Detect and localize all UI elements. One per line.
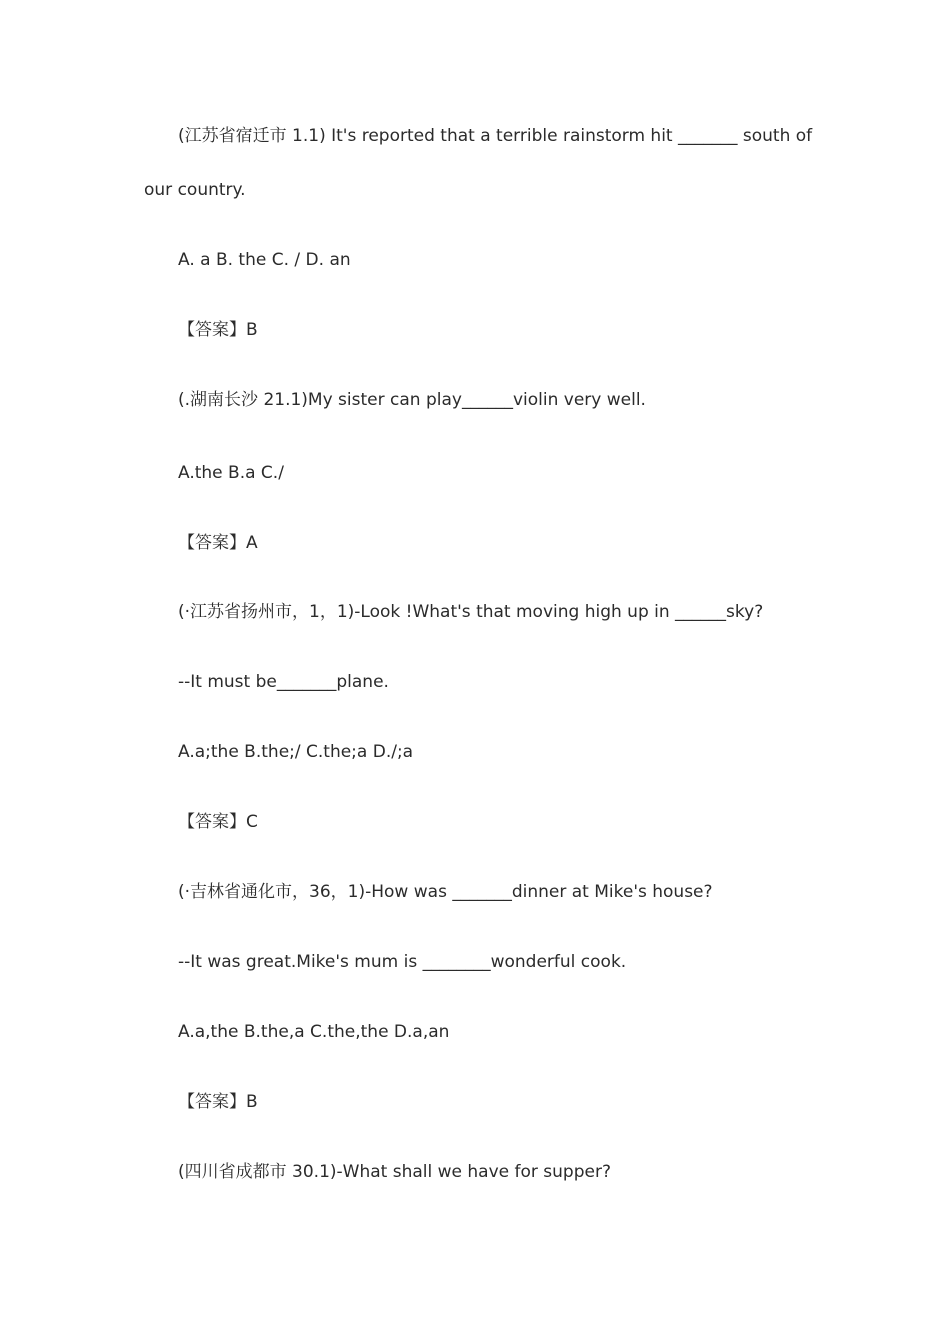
question-4-prompt-line-2: --It was great.Mike's mum is ________wonderful cook.: [178, 952, 627, 972]
question-1-prompt-line-2: our country.: [144, 180, 246, 200]
question-1-answer: 【答案】B: [178, 320, 258, 340]
question-3-answer: 【答案】C: [178, 812, 258, 832]
question-1-options: A. a B. the C. / D. an: [178, 250, 351, 270]
question-3-prompt-line-1: (·江苏省扬州市，1，1)-Look !What's that moving high up in ______sky?: [178, 602, 764, 622]
question-2-prompt: (.湖南长沙 21.1)My sister can play______violin very well.: [178, 390, 646, 410]
question-4-prompt-line-1: (·吉林省通化市，36，1)-How was _______dinner at Mike's house?: [178, 882, 713, 902]
question-2-options: A.the B.a C./: [178, 463, 284, 483]
question-4-options: A.a,the B.the,a C.the,the D.a,an: [178, 1022, 450, 1042]
question-3-prompt-line-2: --It must be_______plane.: [178, 672, 389, 692]
question-1-prompt-line-1: (江苏省宿迁市 1.1) It's reported that a terrible rainstorm hit _______ south of: [178, 126, 813, 146]
question-4-answer: 【答案】B: [178, 1092, 258, 1112]
question-3-options: A.a;the B.the;/ C.the;a D./;a: [178, 742, 414, 762]
question-2-answer: 【答案】A: [178, 533, 258, 553]
question-5-prompt: (四川省成都市 30.1)-What shall we have for supper?: [178, 1162, 611, 1182]
